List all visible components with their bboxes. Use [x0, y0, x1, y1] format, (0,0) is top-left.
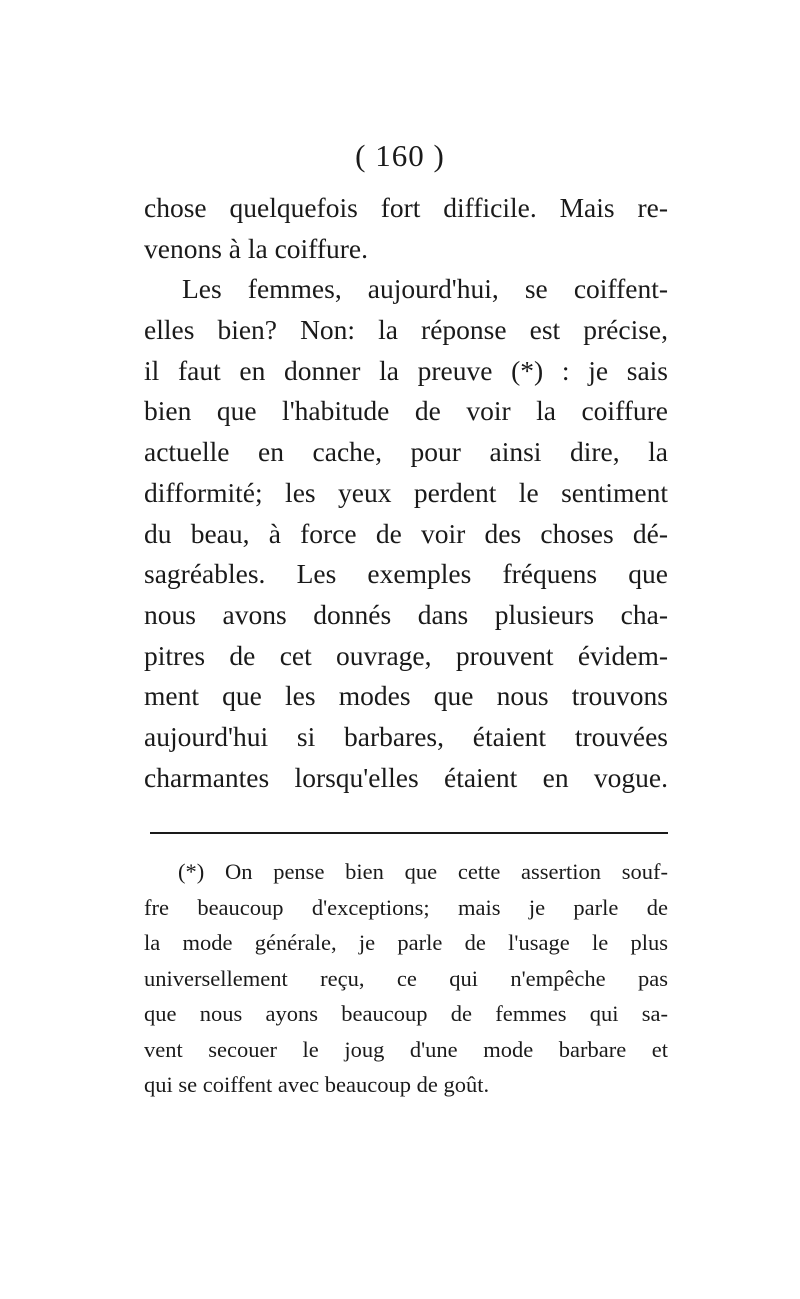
text-line: sagréables. Les exemples fréquens que — [144, 558, 668, 590]
main-text — [144, 188, 668, 798]
footnote-line: (*) On pense bien que cette assertion souf- — [178, 859, 668, 884]
footnote — [144, 854, 668, 1103]
text-line: du beau, à force de voir des choses dé- — [144, 517, 668, 549]
text-line: venons à la coiffure. — [144, 232, 368, 264]
text-line: nous avons donnés dans plusieurs cha- — [144, 598, 668, 630]
text-line: ment que les modes que nous trouvons — [144, 680, 668, 712]
footnote-divider — [150, 832, 668, 834]
text-line: bien que l'habitude de voir la coiffure — [144, 395, 668, 427]
text-line: actuelle en cache, pour ainsi dire, la — [144, 436, 668, 468]
footnote-line: fre beaucoup d'exceptions; mais je parle de — [144, 894, 668, 920]
text-line: pitres de cet ouvrage, prouvent évidem- — [144, 639, 668, 671]
text-line: charmantes lorsqu'elles étaient en vogue. — [144, 761, 668, 793]
text-line: elles bien? Non: la réponse est précise, — [144, 314, 668, 346]
footnote-line: vent secouer le joug d'une mode barbare et — [144, 1036, 668, 1062]
text-line: chose quelquefois fort difficile. Mais re- — [144, 192, 668, 223]
text-line: aujourd'hui si barbares, étaient trouvées — [144, 720, 668, 752]
text-line: il faut en donner la preuve (*) : je sais — [144, 354, 668, 386]
footnote-line: la mode générale, je parle de l'usage le plus — [144, 930, 668, 955]
footnote-line: universellement reçu, ce qui n'empêche pas — [144, 965, 668, 991]
text-line: difformité; les yeux perdent le sentiment — [144, 476, 668, 508]
text-line: Les femmes, aujourd'hui, se coiffent- — [182, 273, 668, 305]
footnote-line: qui se coiffent avec beaucoup de goût. — [144, 1072, 490, 1097]
page-number: ( 160 ) — [355, 138, 445, 173]
footnote-line: que nous ayons beaucoup de femmes qui sa- — [144, 1001, 668, 1026]
